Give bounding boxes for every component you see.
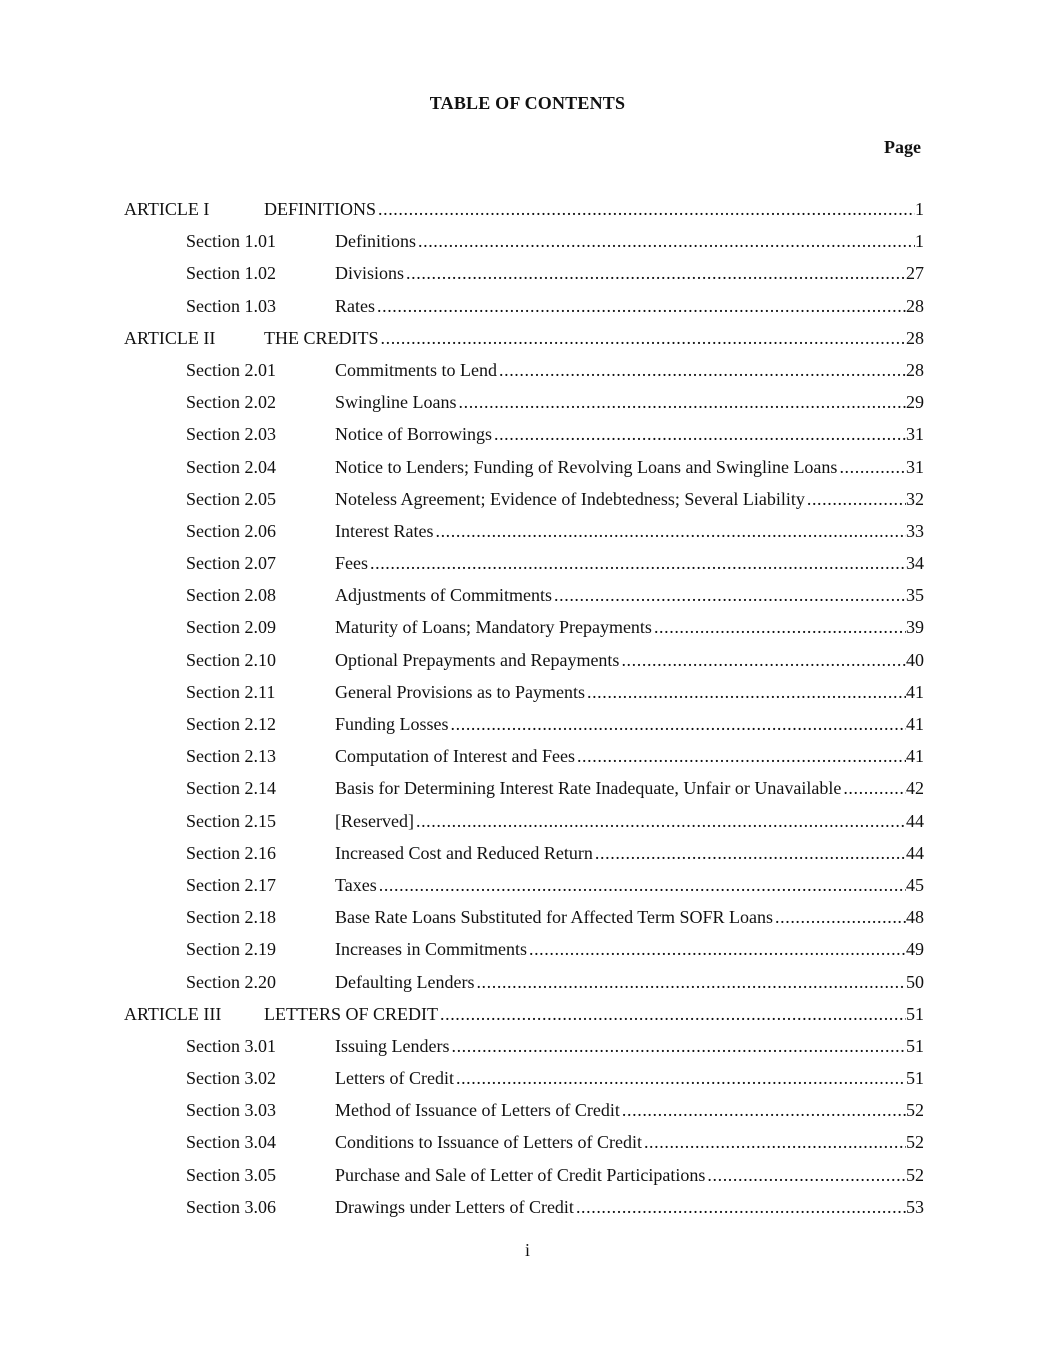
entry-title-wrap xyxy=(335,615,906,639)
dot-leader xyxy=(379,326,907,350)
page-number: 48 xyxy=(906,907,924,928)
page-number: 1 xyxy=(915,199,924,219)
dot-leader xyxy=(527,937,906,961)
entry-title-wrap xyxy=(335,1098,906,1122)
section-number: Section 2.06 xyxy=(186,520,276,541)
page-number: 29 xyxy=(906,392,924,413)
toc-section-row xyxy=(124,390,924,422)
footer-page-number: i xyxy=(524,1240,530,1260)
toc-title: TABLE OF CONTENTS xyxy=(429,93,626,113)
toc-article-row xyxy=(124,326,924,358)
entry-title-wrap xyxy=(335,809,906,833)
dot-leader xyxy=(705,1163,906,1187)
entry-title-wrap xyxy=(335,841,906,865)
dot-leader xyxy=(449,1034,906,1058)
dot-leader xyxy=(575,744,906,768)
entry-title-wrap xyxy=(335,455,906,479)
entry-title-wrap xyxy=(335,1130,906,1154)
page-number: 53 xyxy=(906,1196,924,1217)
dot-leader xyxy=(416,229,915,253)
dot-leader xyxy=(642,1130,906,1154)
dot-leader xyxy=(497,358,906,382)
toc-section-row xyxy=(124,519,924,551)
section-title: Taxes xyxy=(335,874,377,895)
toc-section-row xyxy=(124,1098,924,1130)
toc-section-row xyxy=(124,1130,924,1162)
entry-title-wrap xyxy=(335,970,906,994)
article-title: LETTERS OF CREDIT xyxy=(264,1003,438,1024)
section-title: General Provisions as to Payments xyxy=(335,681,585,702)
toc-section-row xyxy=(124,744,924,776)
section-title: Commitments to Lend xyxy=(335,359,497,380)
entry-title-wrap xyxy=(335,519,906,543)
page-number: 51 xyxy=(906,1035,924,1056)
dot-leader xyxy=(652,615,906,639)
page-number: 44 xyxy=(906,842,924,863)
section-title: Noteless Agreement; Evidence of Indebtedness; Several Liability xyxy=(335,488,805,509)
section-title: Letters of Credit xyxy=(335,1068,454,1089)
section-title: Basis for Determining Interest Rate Inadequate, Unfair or Unavailable xyxy=(335,778,842,799)
dot-leader xyxy=(433,519,906,543)
section-title: Defaulting Lenders xyxy=(335,971,475,992)
entry-title-wrap xyxy=(264,197,915,221)
section-number: Section 2.10 xyxy=(186,649,276,670)
toc-section-row xyxy=(124,1066,924,1098)
entry-title-wrap xyxy=(335,390,906,414)
section-title: Fees xyxy=(335,553,368,574)
toc-section-row xyxy=(124,809,924,841)
toc-section-row xyxy=(124,648,924,680)
dot-leader xyxy=(574,1195,906,1219)
entry-title-wrap xyxy=(335,422,906,446)
article-number: ARTICLE II xyxy=(124,327,216,348)
toc-section-row xyxy=(124,294,924,326)
section-number: Section 1.01 xyxy=(186,231,276,252)
page-number: 42 xyxy=(906,778,924,799)
entry-title-wrap xyxy=(335,744,906,768)
section-number: Section 2.07 xyxy=(186,553,276,574)
toc-list xyxy=(124,197,924,1227)
entry-title-wrap xyxy=(335,551,906,575)
section-number: Section 2.19 xyxy=(186,939,276,960)
toc-section-row xyxy=(124,776,924,808)
dot-leader xyxy=(773,905,906,929)
toc-section-row xyxy=(124,455,924,487)
section-title: Computation of Interest and Fees xyxy=(335,746,575,767)
page-number: 39 xyxy=(906,617,924,638)
toc-section-row xyxy=(124,229,924,261)
toc-section-row xyxy=(124,905,924,937)
section-title: Funding Losses xyxy=(335,714,449,734)
article-number: ARTICLE III xyxy=(124,1003,222,1024)
section-number: Section 2.05 xyxy=(186,488,276,509)
page-number: 33 xyxy=(906,520,924,541)
section-title: Maturity of Loans; Mandatory Prepayments xyxy=(335,617,652,638)
entry-title-wrap xyxy=(335,905,906,929)
section-number: Section 3.03 xyxy=(186,1100,276,1121)
page-number: 40 xyxy=(906,649,924,670)
page-number: 32 xyxy=(906,488,924,509)
page-number: 31 xyxy=(906,456,924,477)
section-number: Section 2.04 xyxy=(186,456,276,477)
article-title: THE CREDITS xyxy=(264,327,379,348)
entry-title-wrap xyxy=(335,1034,906,1058)
section-number: Section 2.20 xyxy=(186,971,276,992)
section-title: Issuing Lenders xyxy=(335,1035,450,1056)
page-number: 41 xyxy=(906,714,924,734)
entry-title-wrap xyxy=(335,873,906,897)
dot-leader xyxy=(593,841,906,865)
dot-leader xyxy=(414,809,906,833)
dot-leader xyxy=(376,197,915,221)
entry-title-wrap xyxy=(335,937,906,961)
section-number: Section 2.16 xyxy=(186,842,276,863)
section-title: Adjustments of Commitments xyxy=(335,585,553,606)
toc-section-row xyxy=(124,487,924,519)
toc-section-row xyxy=(124,1163,924,1195)
section-title: Rates xyxy=(335,295,375,316)
dot-leader xyxy=(585,680,906,704)
dot-leader xyxy=(620,1098,906,1122)
page-number: 28 xyxy=(906,327,924,348)
section-number: Section 2.09 xyxy=(186,617,276,638)
toc-section-row xyxy=(124,970,924,1002)
page-number: 28 xyxy=(906,359,924,380)
section-number: Section 2.15 xyxy=(186,810,276,831)
page-number: 52 xyxy=(906,1132,924,1153)
section-title: Purchase and Sale of Letter of Credit Participations xyxy=(335,1164,706,1185)
section-number: Section 3.05 xyxy=(186,1164,276,1185)
page-column-header: Page xyxy=(884,137,921,157)
dot-leader xyxy=(377,873,906,897)
toc-article-row xyxy=(124,1002,924,1034)
section-number: Section 3.06 xyxy=(186,1196,276,1217)
dot-leader xyxy=(841,776,906,800)
article-title: DEFINITIONS xyxy=(264,199,376,219)
dot-leader xyxy=(457,390,907,414)
toc-section-row xyxy=(124,615,924,647)
section-number: Section 2.12 xyxy=(186,714,276,734)
section-title: Notice of Borrowings xyxy=(335,424,492,445)
section-number: Section 2.01 xyxy=(186,359,276,380)
section-number: Section 3.01 xyxy=(186,1035,276,1056)
toc-section-row xyxy=(124,680,924,712)
entry-title-wrap xyxy=(264,326,906,350)
dot-leader xyxy=(438,1002,906,1026)
entry-title-wrap xyxy=(335,583,906,607)
entry-title-wrap xyxy=(335,648,906,672)
page-number: 41 xyxy=(906,746,924,767)
section-number: Section 2.11 xyxy=(186,681,276,702)
page-number: 34 xyxy=(906,553,924,574)
section-number: Section 3.02 xyxy=(186,1068,276,1089)
page-number: 27 xyxy=(906,263,924,284)
section-number: Section 2.17 xyxy=(186,874,276,895)
entry-title-wrap xyxy=(335,1066,906,1090)
page-number: 51 xyxy=(906,1003,924,1024)
page-number: 28 xyxy=(906,295,924,316)
toc-section-row xyxy=(124,422,924,454)
dot-leader xyxy=(454,1066,906,1090)
section-title: Increased Cost and Reduced Return xyxy=(335,842,593,863)
dot-leader xyxy=(492,422,906,446)
toc-section-row xyxy=(124,841,924,873)
toc-section-row xyxy=(124,712,924,744)
dot-leader xyxy=(552,583,906,607)
dot-leader xyxy=(619,648,906,672)
entry-title-wrap xyxy=(335,712,906,736)
section-title: Conditions to Issuance of Letters of Credit xyxy=(335,1132,642,1153)
section-number: Section 2.02 xyxy=(186,392,276,413)
section-number: Section 2.13 xyxy=(186,746,276,767)
page-number: 41 xyxy=(906,681,924,702)
toc-section-row xyxy=(124,261,924,293)
section-title: Base Rate Loans Substituted for Affected Term SOFR Loans xyxy=(335,907,774,928)
toc-section-row xyxy=(124,873,924,905)
toc-section-row xyxy=(124,937,924,969)
entry-title-wrap xyxy=(335,776,906,800)
page-number: 44 xyxy=(906,810,924,831)
section-title: Notice to Lenders; Funding of Revolving Loans and Swingline Loans xyxy=(335,456,838,477)
section-title: Divisions xyxy=(335,263,405,284)
page-number: 52 xyxy=(906,1100,924,1121)
toc-article-row xyxy=(124,197,924,229)
entry-title-wrap xyxy=(335,1195,906,1219)
section-number: Section 2.08 xyxy=(186,585,276,606)
page-number: 45 xyxy=(906,874,924,895)
entry-title-wrap xyxy=(335,487,906,511)
page-number: 50 xyxy=(906,971,924,992)
page-number: 51 xyxy=(906,1068,924,1089)
entry-title-wrap xyxy=(335,261,906,285)
section-number: Section 1.03 xyxy=(186,295,276,316)
dot-leader xyxy=(474,970,906,994)
section-title: Increases in Commitments xyxy=(335,939,527,960)
section-title: Swingline Loans xyxy=(335,392,457,413)
page-number: 1 xyxy=(915,231,924,252)
dot-leader xyxy=(837,455,906,479)
section-number: Section 3.04 xyxy=(186,1132,276,1153)
section-number: Section 2.03 xyxy=(186,424,276,445)
entry-title-wrap xyxy=(335,294,906,318)
section-number: Section 2.18 xyxy=(186,907,276,928)
toc-section-row xyxy=(124,1195,924,1227)
article-number: ARTICLE I xyxy=(124,199,210,219)
section-title: Optional Prepayments and Repayments xyxy=(335,649,620,670)
page-number: 52 xyxy=(906,1164,924,1185)
page-number: 49 xyxy=(906,939,924,960)
toc-section-row xyxy=(124,358,924,390)
entry-title-wrap xyxy=(335,1163,906,1187)
dot-leader xyxy=(449,712,906,736)
section-title: Definitions xyxy=(335,231,416,252)
section-title: Interest Rates xyxy=(335,520,434,541)
section-title: Drawings under Letters of Credit xyxy=(335,1196,574,1217)
page-number: 35 xyxy=(906,585,924,606)
entry-title-wrap xyxy=(264,1002,906,1026)
section-number: Section 2.14 xyxy=(186,778,276,799)
entry-title-wrap xyxy=(335,358,906,382)
dot-leader xyxy=(375,294,906,318)
entry-title-wrap xyxy=(335,229,915,253)
dot-leader xyxy=(805,487,906,511)
dot-leader xyxy=(368,551,906,575)
page-number: 31 xyxy=(906,424,924,445)
entry-title-wrap xyxy=(335,680,906,704)
section-number: Section 1.02 xyxy=(186,263,276,284)
toc-section-row xyxy=(124,583,924,615)
dot-leader xyxy=(404,261,906,285)
section-title: [Reserved] xyxy=(335,810,414,831)
toc-section-row xyxy=(124,1034,924,1066)
toc-section-row xyxy=(124,551,924,583)
section-title: Method of Issuance of Letters of Credit xyxy=(335,1100,620,1121)
